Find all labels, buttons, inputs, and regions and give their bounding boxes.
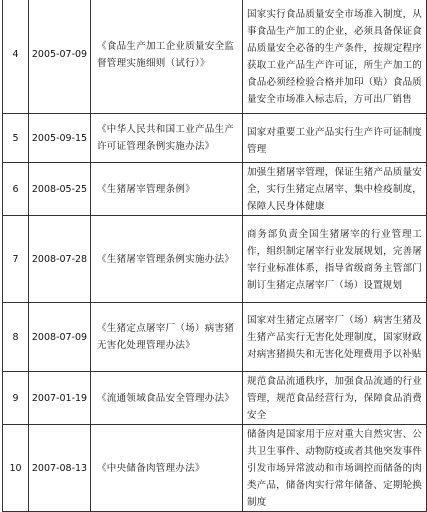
table-row [3,163,427,216]
regulation-name-text: 《生猪屠宰管理条例实施办法》 [97,253,235,265]
row-description: 国家对重要工业产品实行生产许可证制度管理 [243,114,427,163]
table-row [3,114,427,163]
row-regulation-name [91,0,243,114]
row-number: 7 [3,216,29,303]
table-row [3,216,427,303]
row-number: 8 [3,303,29,372]
regulations-table [2,0,427,512]
row-description: 规范食品流通秩序，加强食品流通的行业管理，规范食品经营行为，保障食品消费安全 [243,372,427,425]
row-date: 2008-07-09 [29,303,91,372]
table-row [3,425,427,512]
row-number: 4 [3,0,29,114]
row-date: 2005-09-15 [29,114,91,163]
table-row [3,372,427,425]
row-description: 储备肉是国家用于应对重大自然灾害、公共卫生事件、动物防疫或者其他突发事件引发市场异常波动和市场调控而储备的肉类产品，储备肉实行常年储备、定期轮换制度 [243,425,427,512]
row-date: 2008-05-25 [29,163,91,216]
regulation-name-text: 《食品生产加工企业质量安全监督管理实施细则（试行）》 [97,40,235,69]
regulation-name-text: 《生猪定点屠宰厂（场）病害猪无害化处理管理办法》 [97,323,235,351]
row-number: 6 [3,163,29,216]
row-description: 国家实行食品质量安全市场准入制度，从事食品生产加工的企业，必须具备保证食品质量安全必备的生产条件，按规定程序获取工业产品生产许可证，所生产加工的食品必须经检验合格并加印（贴）食品质量安全市场准入标志后，方可出厂销售 [243,0,427,114]
row-number: 5 [3,114,29,163]
row-description: 国家对生猪定点屠宰厂（场）病害生猪及生猪产品实行无害化处理制度，国家财政对病害猪损失和无害化处理费用予以补贴 [243,303,427,372]
row-regulation-name [91,303,243,372]
table-row [3,0,427,114]
regulation-name-text: 《流通领域食品安全管理办法》 [97,392,235,404]
row-regulation-name [91,216,243,303]
row-date: 2007-01-19 [29,372,91,425]
row-regulation-name [91,372,243,425]
row-date: 2008-07-28 [29,216,91,303]
row-number: 10 [3,425,29,512]
regulation-name-text: 《中央储备肉管理办法》 [97,462,205,474]
regulation-name-text: 《中华人民共和国工业产品生产许可证管理条例实施办法》 [97,124,235,152]
row-description: 商务部负责全国生猪屠宰的行业管理工作，组织制定屠宰行业发展规划，完善屠宰行业标准体系，指导省级商务主管部门制订生猪定点屠宰厂（场）设置规划 [243,216,427,303]
table-row [3,303,427,372]
row-regulation-name [91,425,243,512]
row-date: 2007-08-13 [29,425,91,512]
row-date: 2005-07-09 [29,0,91,114]
row-number: 9 [3,372,29,425]
row-regulation-name [91,163,243,216]
regulation-name-text: 《生猪屠宰管理条例》 [97,183,196,195]
row-regulation-name [91,114,243,163]
row-description: 加强生猪屠宰管理，保证生猪产品质量安全，实行生猪定点屠宰、集中检疫制度，保障人民身体健康 [243,163,427,216]
